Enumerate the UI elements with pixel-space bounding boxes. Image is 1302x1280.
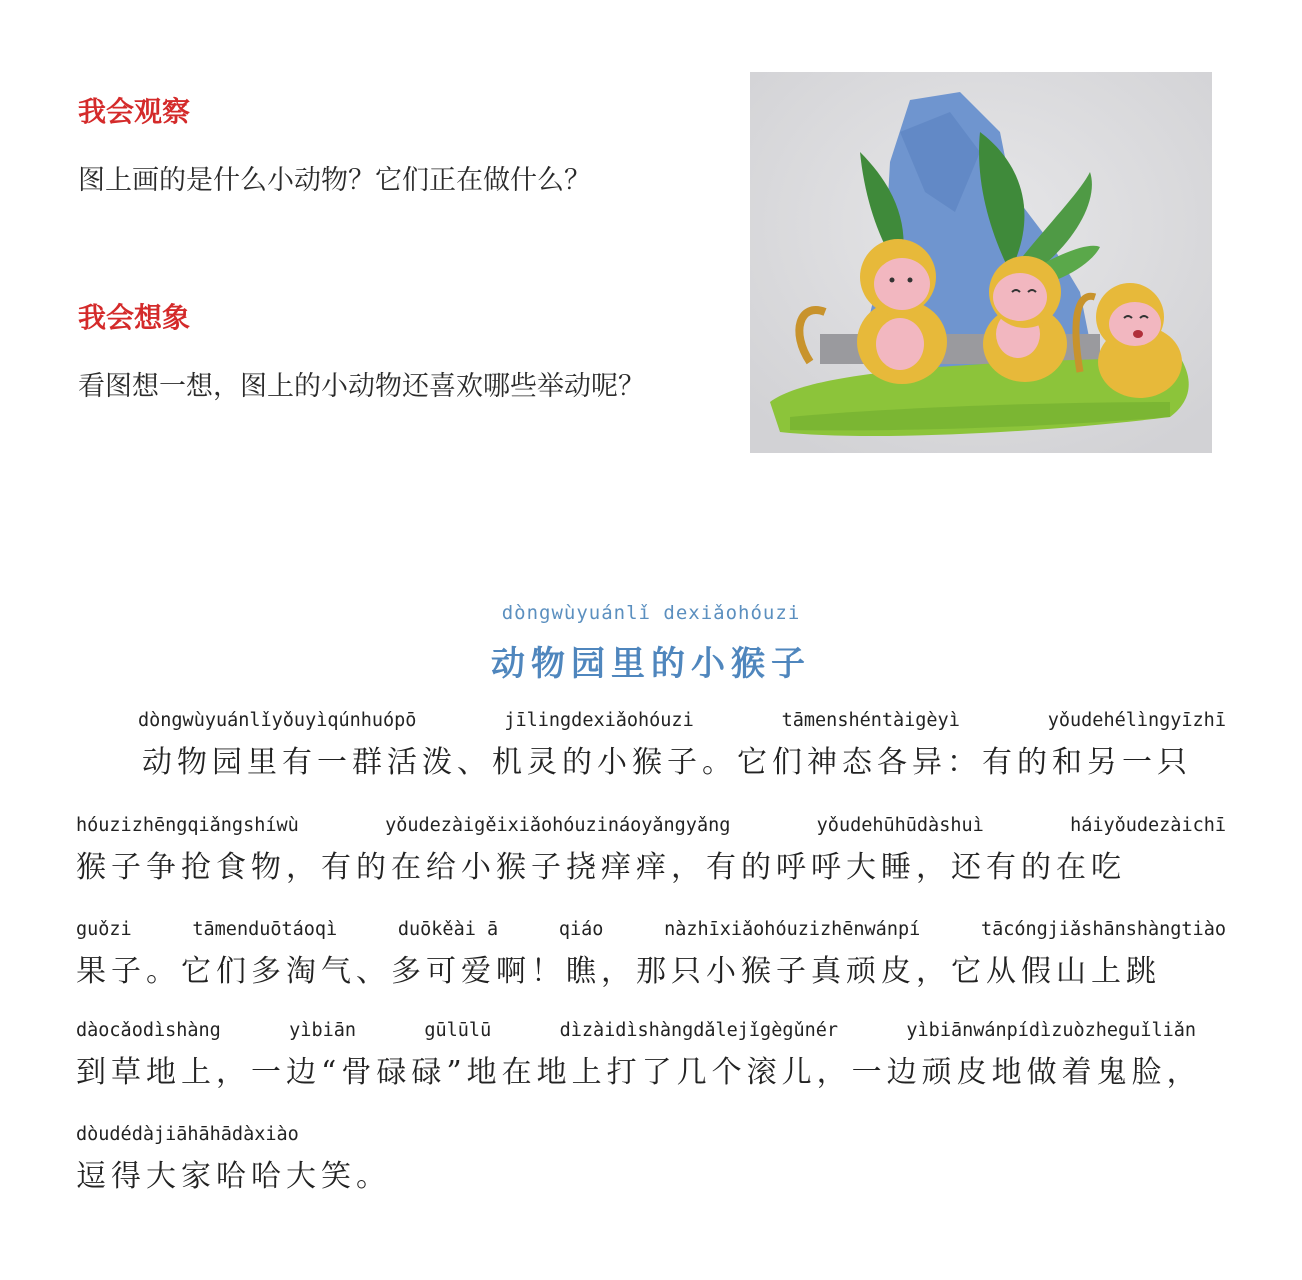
monkeys-illustration <box>750 72 1212 453</box>
observe-question: 图上画的是什么小动物？它们正在做什么？ <box>78 165 591 196</box>
pinyin-row <box>76 1020 1196 1041</box>
hanzi-row: 逗得大家哈哈大笑。 <box>76 1159 391 1194</box>
pinyin-row <box>76 919 1226 940</box>
pinyin-word: duōkěài ā <box>397 919 499 940</box>
hanzi-row: 到草地上，一边“骨碌碌”地在地上打了几个滚儿，一边顽皮地做着鬼脸， <box>76 1055 1202 1090</box>
monkeys-picture-icon <box>750 72 1212 453</box>
story-line-3 <box>76 919 1226 990</box>
pinyin-word: hóuzizhēngqiǎngshíwù <box>76 815 299 836</box>
pinyin-word: yǒudehūhūdàshuì <box>816 815 984 836</box>
pinyin-word: qiáo <box>558 919 604 940</box>
observe-heading: 我会观察 <box>78 95 191 128</box>
pinyin-row <box>76 710 1226 731</box>
hanzi-row: 果子。它们多淘气、多可爱啊！瞧，那只小猴子真顽皮，它从假山上跳 <box>76 954 1161 989</box>
pinyin-word: dòudédàjiāhāhādàxiào <box>76 1124 299 1145</box>
story-line-4 <box>76 1020 1226 1091</box>
pinyin-word: dàocǎodìshàng <box>76 1020 221 1041</box>
pinyin-word: yìbiānwánpídìzuòzheguǐliǎn <box>906 1020 1196 1041</box>
story-title: 动物园里的小猴子 <box>491 644 811 684</box>
pinyin-word: yǒudezàigěixiǎohóuzináoyǎngyǎng <box>385 815 731 836</box>
pinyin-word: yǒudehélìngyīzhī <box>1047 710 1226 731</box>
pinyin-row <box>76 815 1226 836</box>
pinyin-word: dòngwùyuánlǐyǒuyìqúnhuópō <box>138 710 417 731</box>
hanzi-row: 猴子争抢食物，有的在给小猴子挠痒痒，有的呼呼大睡，还有的在吃 <box>76 850 1126 885</box>
hanzi-row: 动物园里有一群活泼、机灵的小猴子。它们神态各异：有的和另一只 <box>142 745 1192 780</box>
story-line-2 <box>76 815 1226 886</box>
pinyin-word: gūlūlū <box>424 1020 492 1041</box>
imagine-question: 看图想一想，图上的小动物还喜欢哪些举动呢？ <box>78 371 645 402</box>
pinyin-word: tāmenshéntàigèyì <box>781 710 960 731</box>
pinyin-word: jīlingdexiǎohóuzi <box>504 710 694 731</box>
story-line-5 <box>76 1124 1226 1195</box>
story-title-pinyin: dòngwùyuánlǐ dexiǎohóuzi <box>501 602 801 624</box>
story-line-1 <box>76 710 1226 781</box>
pinyin-word: háiyǒudezàichī <box>1070 815 1226 836</box>
pinyin-word: guǒzi <box>76 919 132 940</box>
pinyin-word: tāmenduōtáoqì <box>192 919 338 940</box>
pinyin-word: yìbiān <box>289 1020 356 1041</box>
pinyin-word: dìzàidìshàngdǎlejǐgègǔnér <box>559 1020 839 1041</box>
pinyin-word: nàzhīxiǎohóuzizhēnwánpí <box>664 919 921 940</box>
pinyin-word: tācóngjiǎshānshàngtiào <box>980 919 1226 940</box>
imagine-heading: 我会想象 <box>78 301 191 334</box>
pinyin-row <box>76 1124 1226 1145</box>
